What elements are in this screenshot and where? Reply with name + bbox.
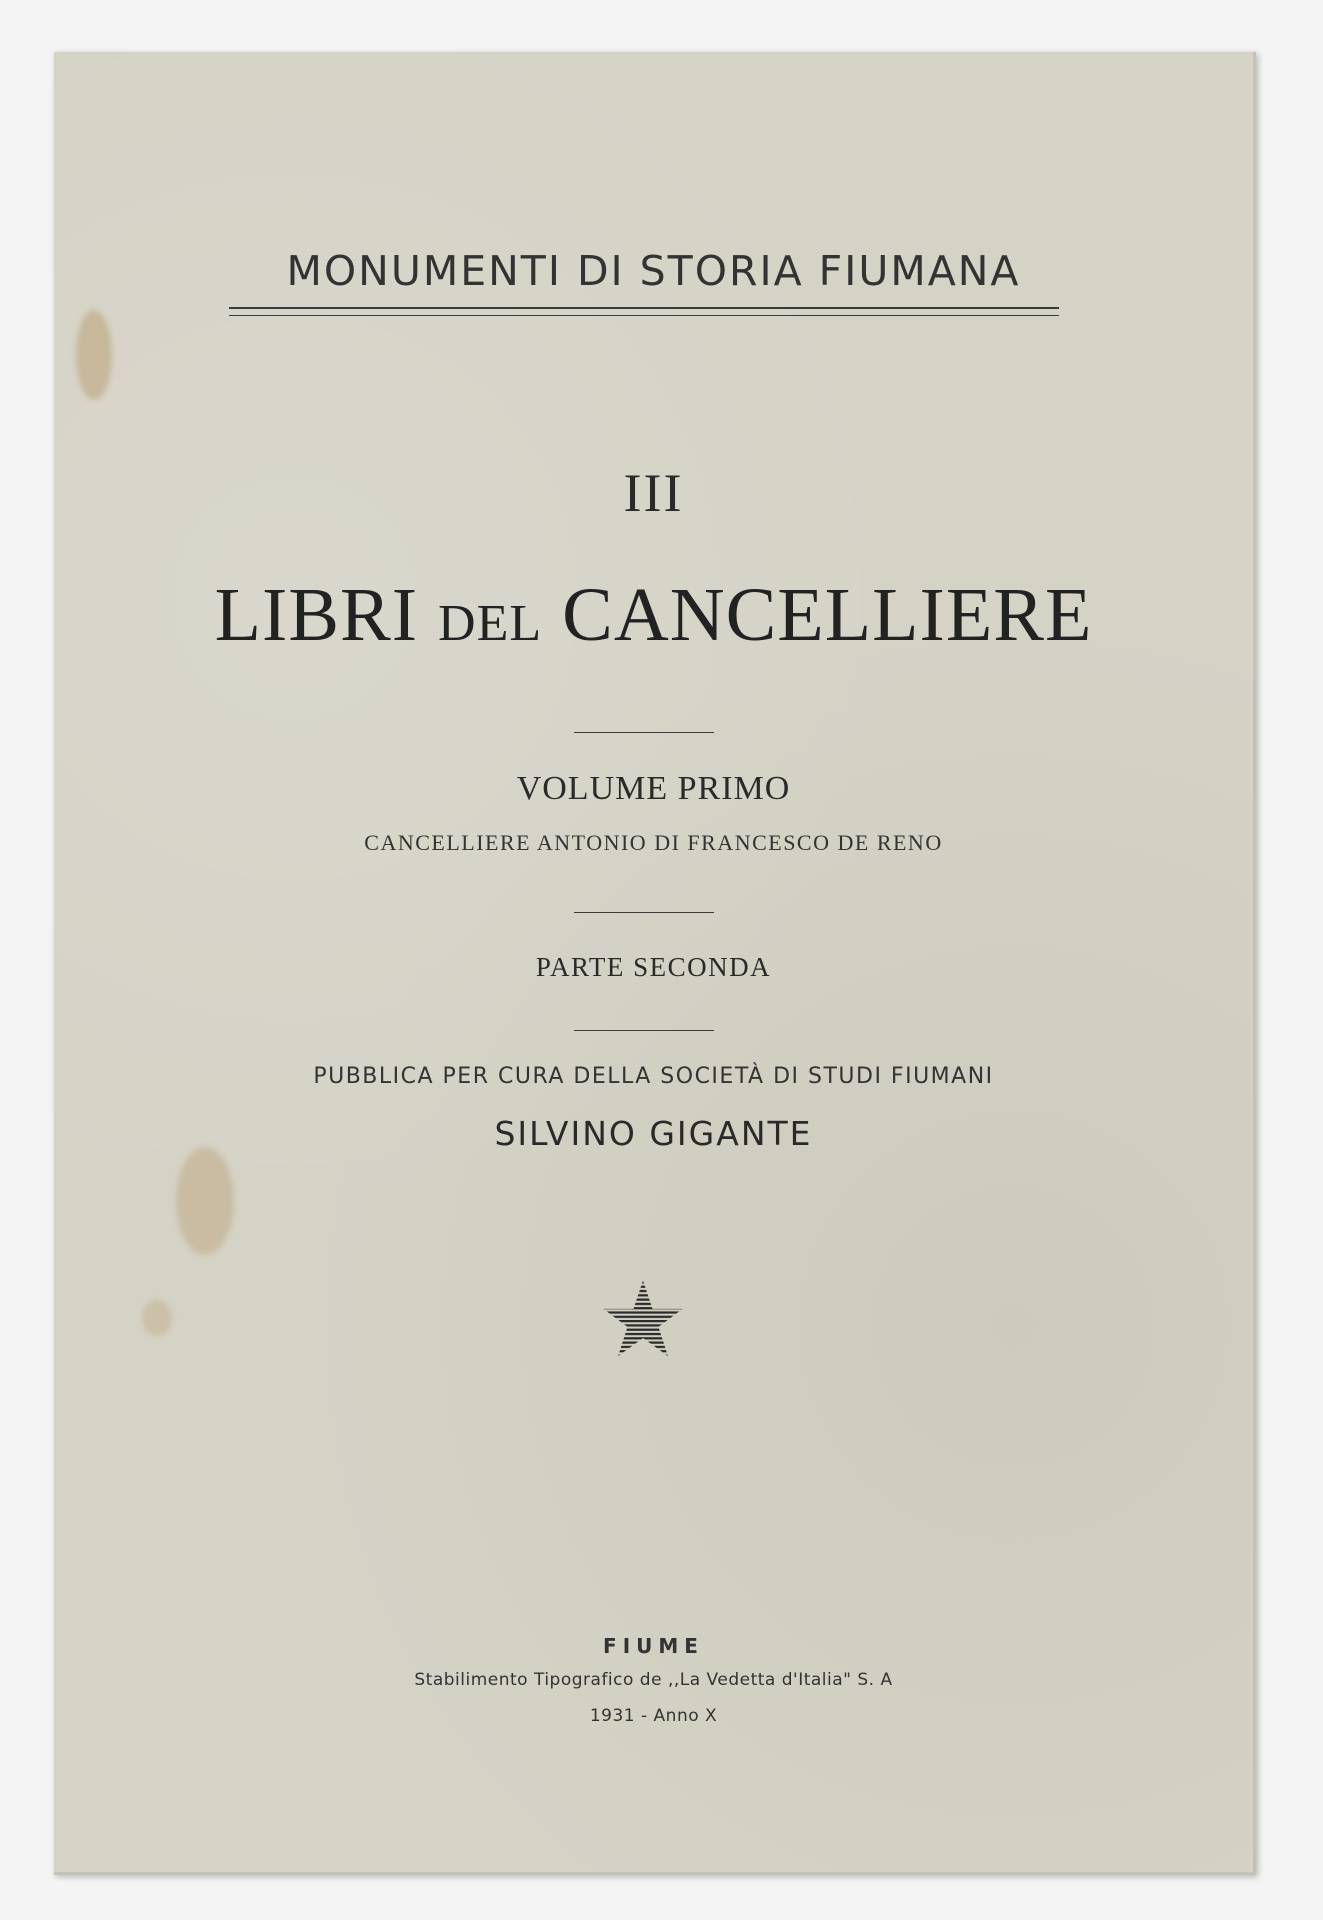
volume-number: III xyxy=(623,463,684,523)
stain-spot xyxy=(76,310,112,400)
short-rule-divider xyxy=(574,1030,714,1031)
editor-name: SILVINO GIGANTE xyxy=(494,1114,813,1153)
stain-spot xyxy=(142,1300,172,1336)
short-rule-divider xyxy=(574,912,714,913)
main-title xyxy=(54,572,1253,659)
part-label: PARTE SECONDA xyxy=(535,952,772,982)
imprint-city: FIUME xyxy=(603,1634,704,1658)
star-icon xyxy=(600,1277,686,1363)
main-title-word-cancelliere: CANCELLIERE xyxy=(562,573,1093,657)
chancellor-name: CANCELLIERE ANTONIO DI FRANCESCO DE RENO xyxy=(364,830,943,855)
imprint-year: 1931 - Anno X xyxy=(589,1706,718,1726)
main-title-word-libri: LIBRI xyxy=(214,573,419,657)
series-title: MONUMENTI DI STORIA FIUMANA xyxy=(286,247,1021,295)
stain-spot xyxy=(176,1147,234,1255)
main-title-word-del: DEL xyxy=(438,595,543,652)
double-rule-divider xyxy=(229,307,1059,316)
book-cover xyxy=(54,52,1256,1875)
volume-label: VOLUME PRIMO xyxy=(516,770,791,807)
short-rule-divider xyxy=(574,732,714,733)
published-by: PUBBLICA PER CURA DELLA SOCIETÀ DI STUDI FIUMANI xyxy=(313,1064,994,1089)
imprint-printer: Stabilimento Tipografico de ,,La Vedetta d'Italia" S. A xyxy=(414,1670,893,1690)
